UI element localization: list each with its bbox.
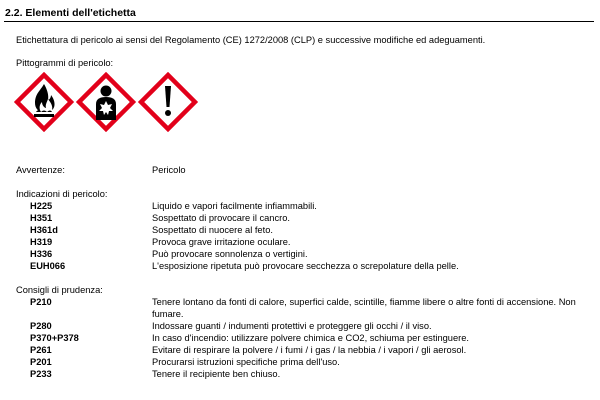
flame-icon: [14, 72, 74, 132]
hazard-text: Provoca grave irritazione oculare.: [152, 237, 291, 247]
hazard-text: Sospettato di provocare il cancro.: [152, 213, 290, 223]
exclamation-icon: [138, 72, 198, 132]
precaution-text: Tenere lontano da fonti di calore, superfici calde, scintille, fiamme libere o altre fonti di accensione. Non fumare.: [152, 297, 576, 319]
precaution-text: Tenere il recipiente ben chiuso.: [152, 369, 281, 379]
hazard-code: EUH066: [30, 261, 66, 271]
warnings-label: Avvertenze:: [16, 165, 65, 175]
hazard-text: L'esposizione ripetuta può provocare secchezza o screpolature della pelle.: [152, 261, 459, 271]
hazard-label: Indicazioni di pericolo:: [16, 189, 108, 199]
hazard-text: Sospettato di nuocere al feto.: [152, 225, 273, 235]
precaution-text: Evitare di respirare la polvere / i fumi / i gas / la nebbia / i vapori / gli aerosol.: [152, 345, 467, 355]
precaution-text: Indossare guanti / indumenti protettivi e proteggere gli occhi / il viso.: [152, 321, 432, 331]
precaution-code: P280: [30, 321, 52, 331]
pictograms-label: Pittogrammi di pericolo:: [16, 58, 114, 68]
hazard-code: H336: [30, 249, 53, 259]
precaution-code: P210: [30, 297, 52, 307]
precaution-code: P261: [30, 345, 52, 355]
intro-text: Etichettatura di pericolo ai sensi del Regolamento (CE) 1272/2008 (CLP) e successive modifiche ed adeguamenti.: [16, 35, 486, 45]
section-divider: [4, 21, 594, 22]
hazard-code: H361d: [30, 225, 58, 235]
precaution-text: Procurarsi istruzioni specifiche prima dell'uso.: [152, 357, 340, 367]
hazard-text: Liquido e vapori facilmente infiammabili.: [152, 201, 317, 211]
precaution-text: In caso d'incendio: utilizzare polvere chimica e CO2, schiuma per estinguere.: [152, 333, 469, 343]
section-title: 2.2. Elementi dell'etichetta: [5, 7, 136, 19]
precaution-code: P370+P378: [30, 333, 79, 343]
hazard-code: H351: [30, 213, 53, 223]
precaution-code: P233: [30, 369, 52, 379]
precaution-label: Consigli di prudenza:: [16, 285, 103, 295]
hazard-code: H225: [30, 201, 53, 211]
hazard-text: Può provocare sonnolenza o vertigini.: [152, 249, 308, 259]
warnings-value: Pericolo: [152, 165, 186, 175]
hazard-code: H319: [30, 237, 53, 247]
precaution-code: P201: [30, 357, 52, 367]
health-hazard-icon: [76, 72, 136, 132]
